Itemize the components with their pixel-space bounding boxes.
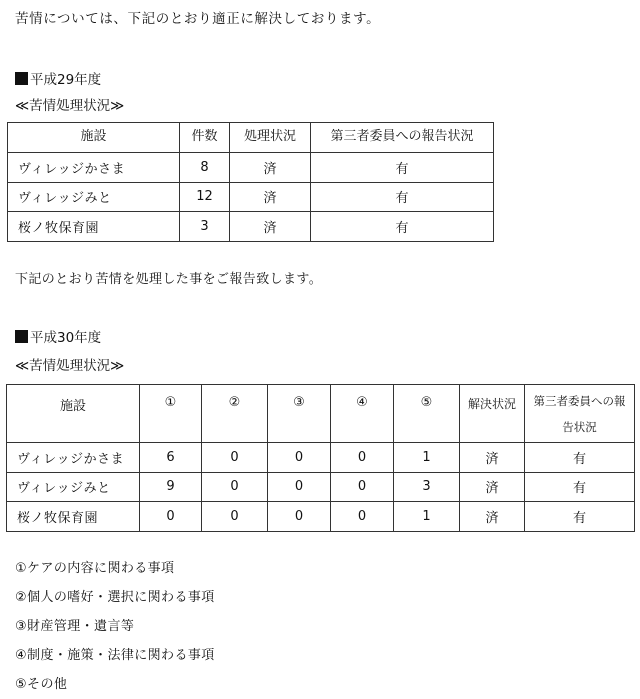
cell-category-2: 0: [202, 502, 268, 532]
cell-report: 有: [311, 153, 494, 183]
cell-status: 済: [230, 182, 311, 212]
intro-text: 苦情については、下記のとおり適正に解決しております。: [15, 11, 381, 27]
legend-item-3: ③財産管理・遺言等: [15, 619, 135, 634]
header-third-party-report: 第三者委員への報告状況: [311, 123, 494, 153]
header-category-1: ①: [140, 385, 202, 443]
cell-category-4: 0: [331, 502, 394, 532]
cell-count: 12: [180, 182, 230, 212]
section-subtitle-h30: ≪苦情処理状況≫: [15, 358, 125, 374]
table-row: [8, 153, 494, 183]
section-heading-h29: [15, 68, 101, 88]
header-line-2: 告状況: [562, 419, 597, 434]
cell-report: 有: [311, 182, 494, 212]
cell-category-5: 3: [394, 472, 460, 502]
cell-status: 済: [230, 212, 311, 242]
cell-category-3: 0: [268, 502, 331, 532]
header-processing-status: 処理状況: [230, 123, 311, 153]
cell-count: 3: [180, 212, 230, 242]
section-heading-h30: [15, 326, 101, 346]
cell-category-5: 1: [394, 502, 460, 532]
cell-facility: 桜ノ牧保育園: [8, 212, 180, 242]
header-category-4: ④: [331, 385, 394, 443]
cell-report: 有: [525, 443, 635, 473]
cell-report: 有: [525, 502, 635, 532]
cell-category-2: 0: [202, 472, 268, 502]
cell-status: 済: [230, 153, 311, 183]
table-row: [7, 443, 635, 473]
header-line-1: 第三者委員への報: [533, 393, 626, 408]
cell-category-4: 0: [331, 443, 394, 473]
header-facility: 施設: [7, 385, 140, 443]
header-category-3: ③: [268, 385, 331, 443]
header-count: 件数: [180, 123, 230, 153]
section-title: 平成30年度: [30, 330, 102, 346]
cell-count: 8: [180, 153, 230, 183]
cell-facility: ヴィレッジかさま: [8, 153, 180, 183]
table-row: [8, 182, 494, 212]
cell-category-1: 6: [140, 443, 202, 473]
cell-category-1: 0: [140, 502, 202, 532]
cell-facility: ヴィレッジかさま: [7, 443, 140, 473]
legend-item-1: ①ケアの内容に関わる事項: [15, 561, 175, 576]
cell-category-5: 1: [394, 443, 460, 473]
cell-category-4: 0: [331, 472, 394, 502]
table-header-row: [8, 123, 494, 153]
table-row: [7, 472, 635, 502]
report-text: 下記のとおり苦情を処理した事をご報告致します。: [15, 272, 323, 287]
cell-facility: ヴィレッジみと: [7, 472, 140, 502]
table-header-row: [7, 385, 635, 443]
table-row: [7, 502, 635, 532]
legend-item-5: ⑤その他: [15, 677, 68, 692]
section-subtitle-h29: ≪苦情処理状況≫: [15, 98, 125, 114]
cell-category-1: 9: [140, 472, 202, 502]
cell-resolution: 済: [460, 443, 525, 473]
complaints-table-h29: [7, 122, 494, 242]
cell-category-2: 0: [202, 443, 268, 473]
section-title: 平成29年度: [30, 72, 102, 88]
header-category-5: ⑤: [394, 385, 460, 443]
square-bullet-icon: [15, 72, 28, 85]
cell-report: 有: [311, 212, 494, 242]
cell-facility: ヴィレッジみと: [8, 182, 180, 212]
legend-item-4: ④制度・施策・法律に関わる事項: [15, 648, 215, 663]
header-resolution-status: 解決状況: [460, 385, 525, 443]
cell-report: 有: [525, 472, 635, 502]
cell-resolution: 済: [460, 472, 525, 502]
cell-category-3: 0: [268, 472, 331, 502]
header-third-party-report: [525, 385, 635, 443]
legend-item-2: ②個人の嗜好・選択に関わる事項: [15, 590, 215, 605]
cell-resolution: 済: [460, 502, 525, 532]
cell-category-3: 0: [268, 443, 331, 473]
header-facility: 施設: [8, 123, 180, 153]
square-bullet-icon: [15, 330, 28, 343]
header-category-2: ②: [202, 385, 268, 443]
complaints-table-h30: [6, 384, 635, 532]
table-row: [8, 212, 494, 242]
cell-facility: 桜ノ牧保育園: [7, 502, 140, 532]
